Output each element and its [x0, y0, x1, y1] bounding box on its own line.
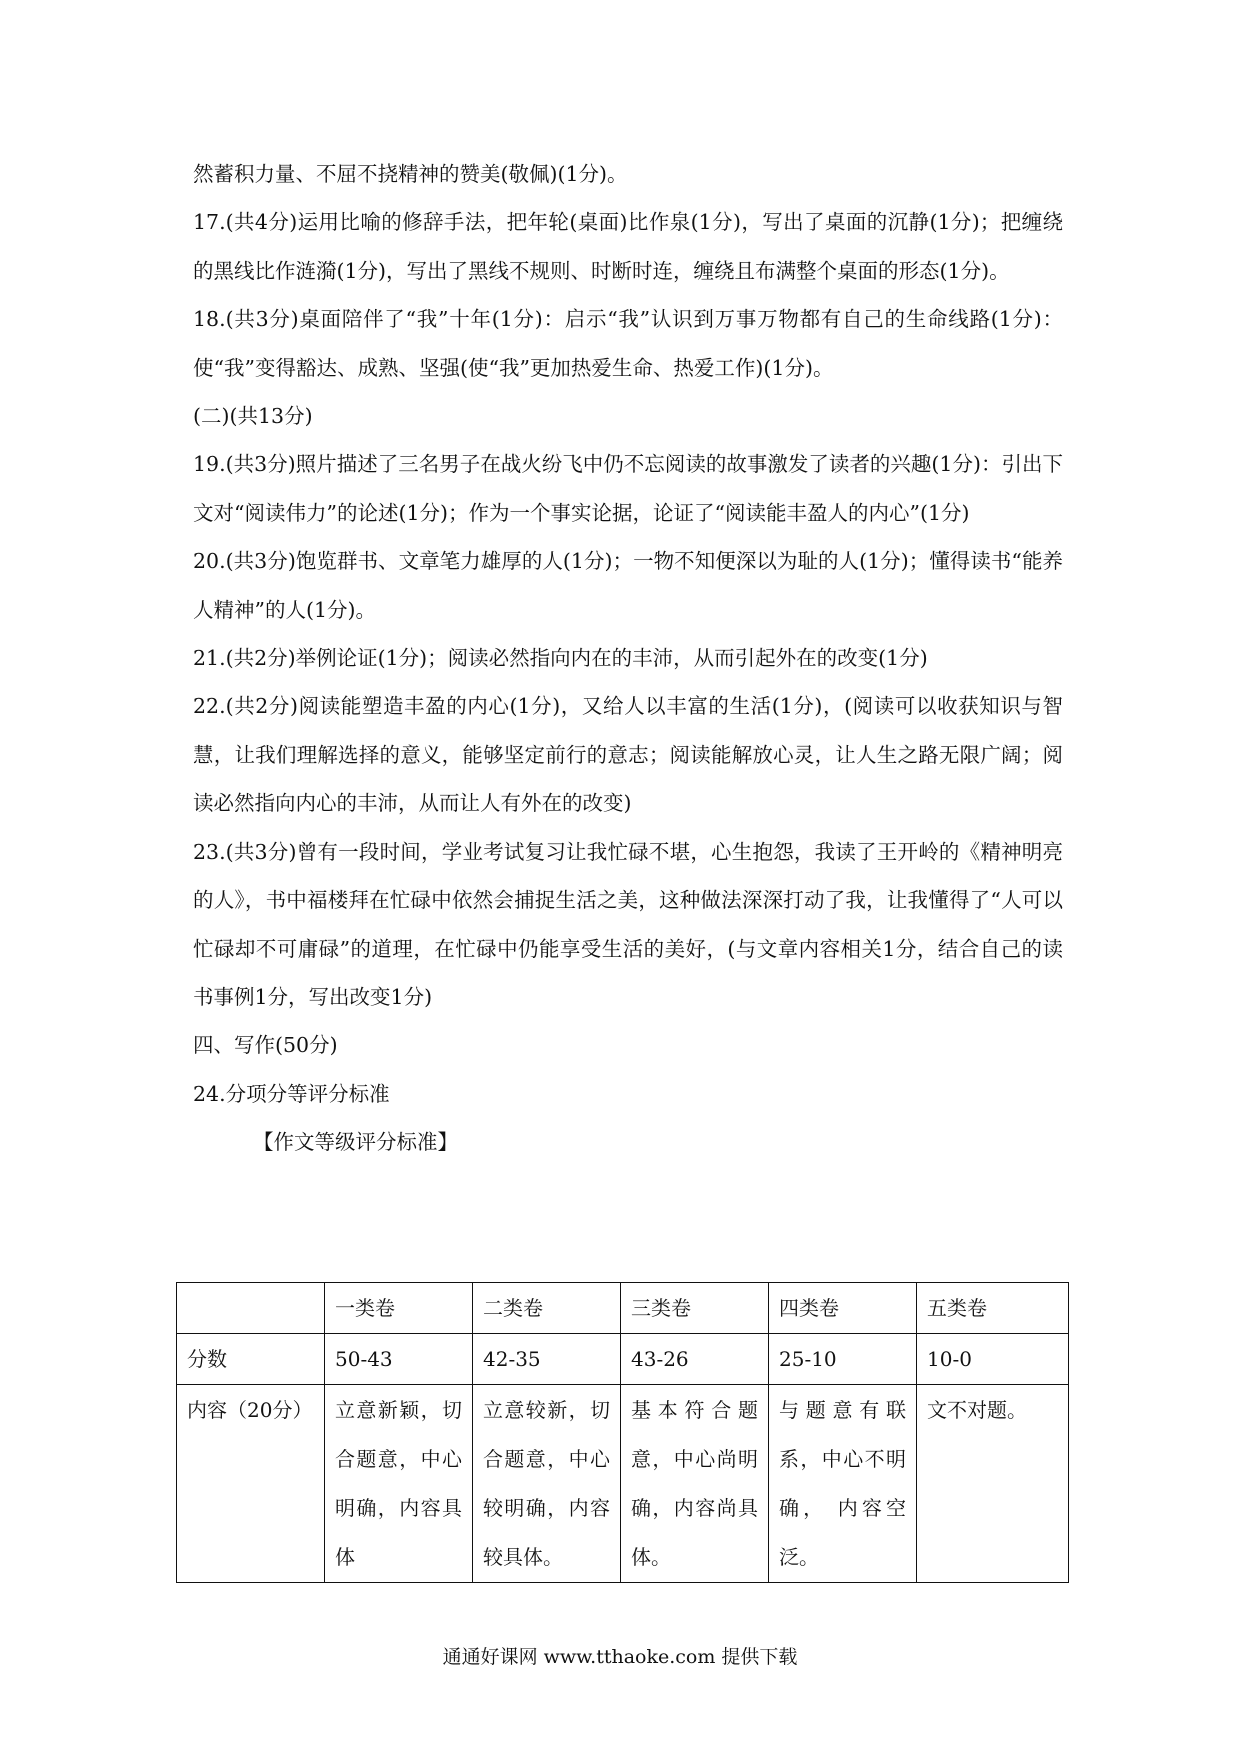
table-cell: 立意新颖，切合题意，中心明确，内容具体 [325, 1385, 473, 1583]
table-title: 【作文等级评分标准】 [253, 1130, 458, 1155]
table-cell: 10-0 [917, 1334, 1069, 1385]
table-header-cell: 二类卷 [473, 1283, 621, 1334]
table-cell: 分数 [177, 1334, 325, 1385]
table-cell: 43-26 [621, 1334, 769, 1385]
table-content-row [177, 1385, 1069, 1583]
essay-grading-table [176, 1282, 1069, 1583]
page-footer: 通通好课网 www.tthaoke.com 提供下载 [442, 1646, 798, 1668]
paragraph-question-18: 18.(共3分)桌面陪伴了“我”十年(1分)：启示“我”认识到万事万物都有自己的生命线路(1分)：使“我”变得豁达、成熟、坚强(使“我”更加热爱生命、热爱工作)(1分)。 [193, 307, 1063, 380]
paragraph-question-23: 23.(共3分)曾有一段时间，学业考试复习让我忙碌不堪，心生抱怨，我读了王开岭的《精神明亮的人》，书中福楼拜在忙碌中依然会捕捉生活之美，这种做法深深打动了我，让我懂得了“人可以忙碌却不可庸碌”的道理，在忙碌中仍能享受生活的美好，(与文章内容相关1分，结合自己的读书事例1分，写出改变1分) [193, 839, 1063, 1009]
table-cell: 与题意有联系，中心不明确， 内容空泛。 [769, 1385, 917, 1583]
table-header-cell: 五类卷 [917, 1283, 1069, 1334]
table-header-cell [177, 1283, 325, 1334]
table-cell: 25-10 [769, 1334, 917, 1385]
paragraph-question-22: 22.(共2分)阅读能塑造丰盈的内心(1分)，又给人以丰富的生活(1分)，(阅读可以收获知识与智慧，让我们理解选择的意义，能够坚定前行的意志；阅读能解放心灵，让人生之路无限广阔；阅读必然指向内心的丰沛，从而让人有外在的改变) [193, 694, 1063, 816]
table-cell: 立意较新，切合题意，中心较明确，内容较具体。 [473, 1385, 621, 1583]
paragraph-question-21: 21.(共2分)举例论证(1分)；阅读必然指向内在的丰沛，从而引起外在的改变(1分) [193, 646, 928, 671]
table-cell: 内容（20分） [177, 1385, 325, 1583]
table-cell: 基本符合题意，中心尚明确，内容尚具体。 [621, 1385, 769, 1583]
table-cell: 42-35 [473, 1334, 621, 1385]
table-header-row [177, 1283, 1069, 1334]
section-heading-part-2: (二)(共13分) [193, 404, 313, 429]
section-heading-writing: 四、写作(50分) [193, 1033, 338, 1058]
paragraph-16-continued: 然蓄积力量、不屈不挠精神的赞美(敬佩)(1分)。 [193, 162, 628, 186]
table-header-cell: 三类卷 [621, 1283, 769, 1334]
table-header-cell: 一类卷 [325, 1283, 473, 1334]
table-cell: 文不对题。 [917, 1385, 1069, 1583]
table-score-row [177, 1334, 1069, 1385]
paragraph-question-17: 17.(共4分)运用比喻的修辞手法，把年轮(桌面)比作泉(1分)，写出了桌面的沉静(1分)；把缠绕的黑线比作涟漪(1分)，写出了黑线不规则、时断时连，缠绕且布满整个桌面的形态(1分)。 [193, 210, 1063, 283]
table-cell: 50-43 [325, 1334, 473, 1385]
paragraph-question-19: 19.(共3分)照片描述了三名男子在战火纷飞中仍不忘阅读的故事激发了读者的兴趣(1分)：引出下文对“阅读伟力”的论述(1分)；作为一个事实论据，论证了“阅读能丰盈人的内心”(1分) [193, 452, 1063, 525]
table-header-cell: 四类卷 [769, 1283, 917, 1334]
paragraph-question-20: 20.(共3分)饱览群书、文章笔力雄厚的人(1分)；一物不知便深以为耻的人(1分)；懂得读书“能养人精神”的人(1分)。 [193, 549, 1063, 622]
paragraph-question-24: 24.分项分等评分标准 [193, 1081, 390, 1106]
answer-text-body [193, 150, 1063, 1167]
